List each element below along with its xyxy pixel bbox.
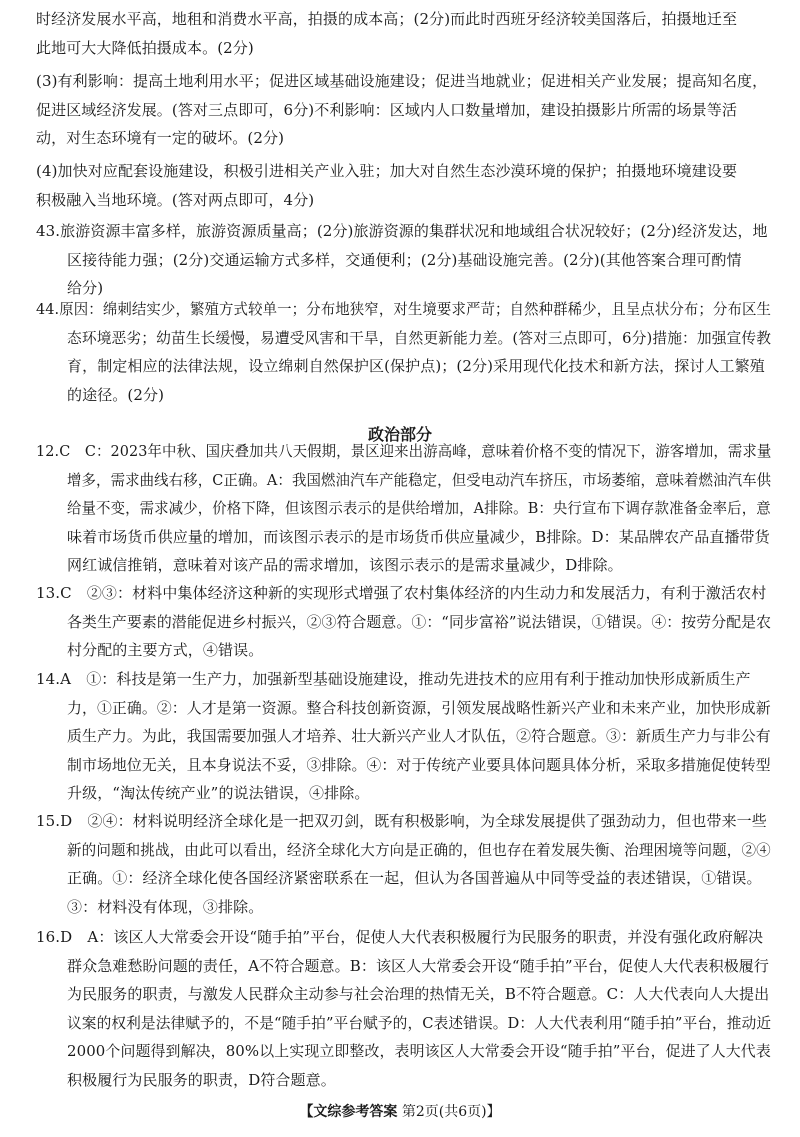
answer-12-line: 网红诚信推销，意味着对该产品的需求增加，该图示表示的是需求量减少，D排除。 [67, 556, 623, 575]
geo-part4-answer-line: (4)加快对应配套设施建设，积极引进相关产业入驻；加大对自然生态沙漠环境的保护；拍摄地环境建设要 [36, 162, 738, 180]
answer-43-line: 区接待能力强；(2分)交通运输方式多样，交通便利；(2分)基础设施完善。(2分)(其他答案合理可酌情 [67, 250, 742, 269]
answer-15-line: 新的问题和挑战，由此可以看出，经济全球化大方向是正确的，但也存在着发展失衡、治理困境等问题，②④ [67, 840, 771, 859]
answer-16-line: 群众急难愁盼问题的责任，A不符合题意。B：该区人大常委会开设“随手拍”平台，促使人大代表积极履行 [67, 956, 769, 975]
answer-14-line: 力，①正确。②：人才是第一资源。整合科技创新资源，引领发展战略性新兴产业和未来产业，加快形成新 [67, 698, 771, 717]
answer-43-line: 43.旅游资源丰富多样，旅游资源质量高；(2分)旅游资源的集群状况和地域组合状况较好；(2分)经济发达，地 [36, 222, 768, 240]
answer-16-line: 为民服务的职责，与激发人民群众主动参与社会治理的热情无关，B不符合题意。C：人大代表向人大提出 [67, 985, 770, 1004]
answer-15-line: 正确。①：经济全球化使各国经济紧密联系在一起，但认为各国普遍从中同等受益的表述错误，①错误。 [67, 869, 762, 888]
answer-14-line: 升级，“淘汰传统产业”的说法错误，④排除。 [67, 784, 370, 803]
answer-14-line: 制市场地位无关，且本身说法不妥，③排除。④：对于传统产业要具体问题具体分析，采取多措施促使转型 [67, 755, 771, 774]
footer-page-number: 第2页(共6页)】 [401, 1104, 501, 1120]
answer-16-line: 积极履行为民服务的职责，D符合题意。 [67, 1071, 336, 1089]
geo-part3-answer-line: (3)有利影响：提高土地利用水平；促进区域基础设施建设；促进当地就业；促进相关产业发展；提高知名度， [36, 72, 768, 90]
geo-part3-answer-line: 动，对生态环境有一定的破坏。(2分) [36, 129, 285, 148]
section-title-politics: 政治部分 [367, 425, 432, 444]
answer-43-line: 给分) [67, 279, 104, 298]
footer-label: 【文综参考答案 [299, 1104, 398, 1120]
answer-13-line: 13.C ②③：材料中集体经济这种新的实现形式增强了农村集体经济的内生动力和发展活力，有利于激活农村 [36, 584, 767, 602]
geo-part2-cont-line: 此地可大大降低拍摄成本。(2分) [36, 38, 254, 57]
answer-44-line: 育，制定相应的法律法规，设立绵刺自然保护区(保护点)；(2分)采用现代化技术和新方法，探讨人工繁殖 [67, 357, 765, 376]
geo-part4-answer-line: 积极融入当地环境。(答对两点即可，4分) [36, 190, 315, 209]
answer-12-line: 12.C C：2023年中秋、国庆叠加共八天假期，景区迎来出游高峰，意味着价格不变的情况下，游客增加，需求量 [36, 442, 772, 460]
answer-12-line: 给量不变，需求减少，价格下降，但该图示表示的是供给增加，A排除。B：央行宣布下调存款准备金率后，意 [67, 499, 771, 518]
page-footer [0, 1099, 800, 1125]
answer-44-line: 态环境恶劣；幼苗生长缓慢，易遭受风害和干旱，自然更新能力差。(答对三点即可，6分)措施：加强宣传教 [67, 328, 772, 347]
answer-14-line: 14.A ①：科技是第一生产力，加强新型基础设施建设，推动先进技术的应用有利于推动加快形成新质生产 [36, 670, 751, 688]
answer-16-line: 16.D A：该区人大常委会开设“随手拍”平台，促使人大代表积极履行为民服务的职责，并没有强化政府解决 [36, 928, 764, 946]
answer-12-line: 增多，需求曲线右移，C正确。A：我国燃油汽车产能稳定，但受电动汽车挤压，市场萎缩，意味着燃油汽车供 [67, 470, 772, 489]
geo-part2-cont-line: 时经济发展水平高，地租和消费水平高，拍摄的成本高；(2分)而此时西班牙经济较美国落后，拍摄地迁至 [36, 10, 738, 28]
answer-15-line: 15.D ②④：材料说明经济全球化是一把双刃剑，既有积极影响，为全球发展提供了强劲动力，但也带来一些 [36, 812, 767, 830]
answer-13-line: 村分配的主要方式，④错误。 [67, 641, 264, 660]
geo-part3-answer-line: 促进区域经济发展。(答对三点即可，6分)不利影响：区域内人口数量增加，建设拍摄影片所需的场景等活 [36, 100, 738, 119]
answer-44-line: 44.原因：绵刺结实少，繁殖方式较单一；分布地狭窄，对生境要求严苛；自然种群稀少，且呈点状分布；分布区生 [36, 300, 772, 318]
answer-16-line: 议案的权利是法律赋予的，不是“随手拍”平台赋予的，C表述错误。D：人大代表利用“随手拍”平台，推动近 [67, 1013, 772, 1032]
answer-13-line: 各类生产要素的潜能促进乡村振兴，②③符合题意。①：“同步富裕”说法错误，①错误。④：按劳分配是农 [67, 612, 772, 631]
answer-15-line: ③：材料没有体现，③排除。 [67, 897, 264, 916]
answer-44-line: 的途径。(2分) [67, 385, 165, 404]
answer-14-line: 质生产力。为此，我国需要加强人才培养、壮大新兴产业人才队伍，②符合题意。③：新质生产力与非公有 [67, 727, 771, 746]
answer-16-line: 2000个问题得到解决，80%以上实现立即整改，表明该区人大常委会开设“随手拍”平台，促进了人大代表 [67, 1042, 771, 1061]
answer-12-line: 味着市场货币供应量的增加，而该图示表示的是市场货币供应量减少，B排除。D：某品牌农产品直播带货 [67, 527, 770, 546]
